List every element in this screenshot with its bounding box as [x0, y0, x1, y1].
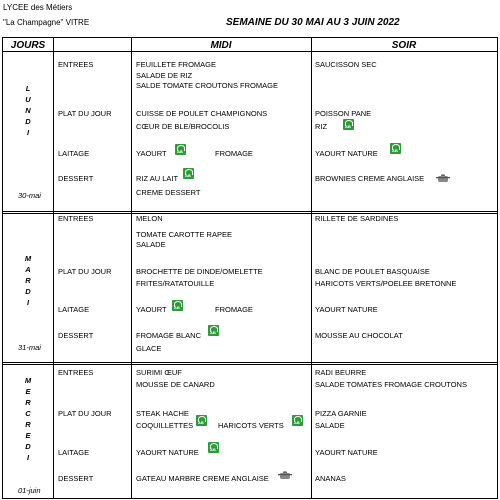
row-label: DESSERT — [58, 331, 94, 340]
column-divider — [53, 37, 54, 499]
row-label: ENTREES — [58, 214, 94, 223]
menu-item: SALADE — [315, 421, 345, 430]
day-divider — [2, 362, 498, 363]
table-top-border — [2, 37, 498, 38]
organic-ab-label-icon — [175, 144, 186, 155]
day-letters: L U N D I — [25, 84, 31, 137]
school-name: LYCEE des Métiers — [3, 3, 73, 12]
row-label: PLAT DU JOUR — [58, 267, 112, 276]
row-label: LAITAGE — [58, 305, 90, 314]
menu-item: RADI BEURRE — [315, 368, 367, 377]
organic-ab-label-icon — [343, 119, 354, 130]
menu-item: YAOURT — [136, 305, 167, 314]
row-label: DESSERT — [58, 174, 94, 183]
organic-ab-label-icon — [292, 415, 303, 426]
menu-item: FROMAGE BLANC — [136, 331, 202, 340]
menu-item: TOMATE CAROTTE RAPEE — [136, 230, 232, 239]
menu-item: FROMAGE — [215, 149, 253, 158]
menu-item: SURIMI ŒUF — [136, 368, 182, 377]
column-divider — [311, 37, 312, 499]
menu-item: BROCHETTE DE DINDE/OMELETTE — [136, 267, 263, 276]
column-header-soir: SOIR — [391, 40, 417, 51]
menu-item: CREME DESSERT — [136, 188, 201, 197]
table-bottom-border — [2, 498, 498, 499]
homemade-pot-icon — [436, 173, 450, 183]
organic-ab-label-icon — [208, 325, 219, 336]
menu-item: POISSON PANE — [315, 109, 372, 118]
menu-item: MELON — [136, 214, 163, 223]
menu-item: PIZZA GARNIE — [315, 409, 367, 418]
row-label: PLAT DU JOUR — [58, 109, 112, 118]
row-label: LAITAGE — [58, 448, 90, 457]
menu-item: CŒUR DE BLE/BROCOLIS — [136, 122, 230, 131]
organic-ab-label-icon — [183, 168, 194, 179]
menu-item: SALADE — [136, 240, 166, 249]
menu-item: HARICOTS VERTS/POELEE BRETONNE — [315, 279, 457, 288]
menu-item: CUISSE DE POULET CHAMPIGNONS — [136, 109, 268, 118]
row-label: ENTREES — [58, 60, 94, 69]
homemade-pot-icon — [278, 470, 292, 480]
row-label: DESSERT — [58, 474, 94, 483]
column-header-jours: JOURS — [10, 40, 46, 51]
organic-ab-label-icon — [208, 442, 219, 453]
table-left-border — [2, 37, 3, 499]
row-label: ENTREES — [58, 368, 94, 377]
organic-ab-label-icon — [172, 300, 183, 311]
day-letters: M E R C R E D I — [24, 376, 32, 462]
column-divider — [131, 37, 132, 499]
day-divider — [2, 211, 498, 212]
day-date: 01-juin — [18, 486, 41, 495]
menu-item: SAUCISSON SEC — [315, 60, 377, 69]
menu-item: YAOURT NATURE — [315, 448, 378, 457]
organic-ab-label-icon — [390, 143, 401, 154]
menu-item: SALDE TOMATE CROUTONS FROMAGE — [136, 81, 278, 90]
menu-item: HARICOTS VERTS — [218, 421, 284, 430]
day-date: 31-mai — [18, 343, 41, 352]
menu-item: GLACE — [136, 344, 162, 353]
menu-item: BLANC DE POULET BASQUAISE — [315, 267, 430, 276]
menu-item: RIZ — [315, 122, 328, 131]
menu-item: SALADE TOMATES FROMAGE CROUTONS — [315, 380, 467, 389]
day-divider — [2, 364, 498, 365]
school-subtitle: "La Champagne" VITRE — [3, 18, 90, 27]
day-date: 30-mai — [18, 191, 41, 200]
menu-item: ANANAS — [315, 474, 346, 483]
menu-item: SALADE DE RIZ — [136, 71, 193, 80]
row-label: PLAT DU JOUR — [58, 409, 112, 418]
day-letters: M A R D I — [24, 254, 32, 307]
menu-item: YAOURT NATURE — [136, 448, 199, 457]
menu-item: BROWNIES CREME ANGLAISE — [315, 174, 425, 183]
header-bottom-border — [2, 51, 498, 52]
organic-ab-label-icon — [196, 415, 207, 426]
menu-item: YAOURT NATURE — [315, 305, 378, 314]
menu-item: STEAK HACHE — [136, 409, 189, 418]
menu-item: GATEAU MARBRE CREME ANGLAISE — [136, 474, 269, 483]
menu-item: YAOURT NATURE — [315, 149, 378, 158]
row-label: LAITAGE — [58, 149, 90, 158]
menu-item: YAOURT — [136, 149, 167, 158]
menu-item: MOUSSE AU CHOCOLAT — [315, 331, 403, 340]
menu-item: MOUSSE DE CANARD — [136, 380, 215, 389]
menu-item: FEUILLETE FROMAGE — [136, 60, 217, 69]
menu-item: RIZ AU LAIT — [136, 174, 179, 183]
menu-item: RILLETE DE SARDINES — [315, 214, 399, 223]
menu-item: FRITES/RATATOUILLE — [136, 279, 215, 288]
column-header-midi: MIDI — [210, 40, 232, 51]
table-right-border — [497, 37, 498, 499]
menu-item: FROMAGE — [215, 305, 253, 314]
week-title: SEMAINE DU 30 MAI AU 3 JUIN 2022 — [226, 17, 400, 28]
menu-item: COQUILLETTES — [136, 421, 194, 430]
